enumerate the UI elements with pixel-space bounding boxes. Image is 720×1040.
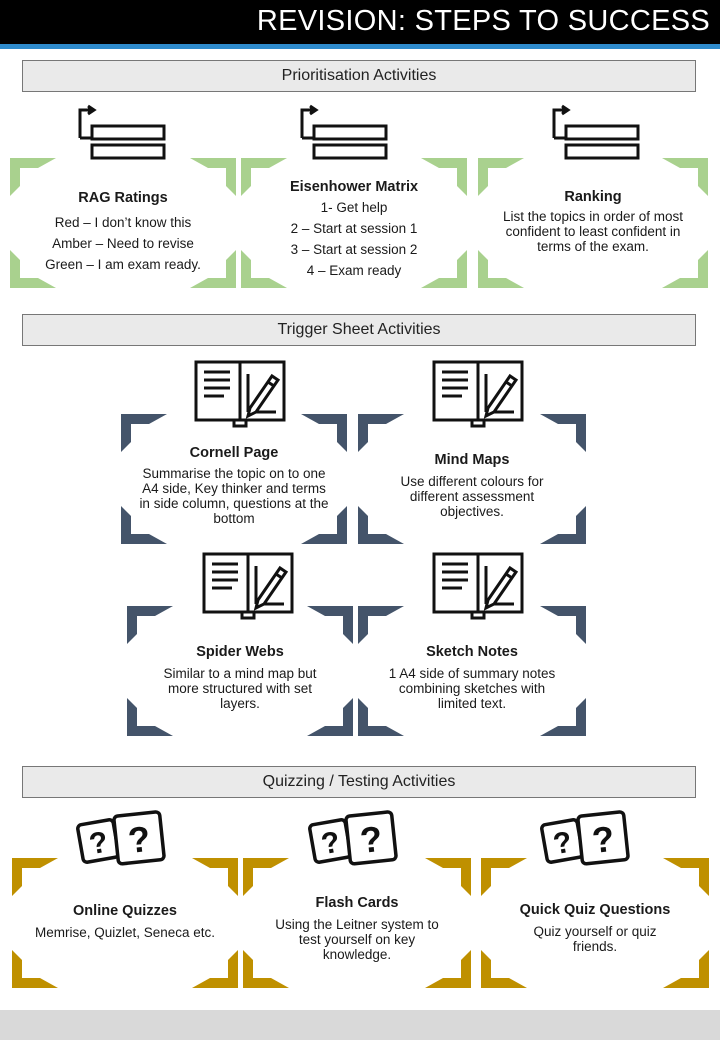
card-sketch-notes: [358, 606, 586, 736]
card-ranking: [478, 158, 708, 288]
card-body: Use different colours for different assessment objectives.: [400, 474, 544, 519]
card-title: RAG Ratings: [78, 190, 168, 206]
card-line: 4 – Exam ready: [306, 263, 402, 278]
corner-bracket-icon: [12, 950, 58, 988]
card-line: 1- Get help: [320, 200, 388, 215]
card-cornell-page: [121, 414, 347, 544]
corner-bracket-icon: [540, 414, 586, 452]
card-title: Online Quizzes: [73, 903, 177, 919]
card-line: Amber – Need to revise: [52, 236, 194, 251]
card-line: Green – I am exam ready.: [45, 257, 201, 272]
card-eisenhower-matrix: [241, 158, 467, 288]
card-title: Ranking: [564, 189, 622, 205]
corner-bracket-icon: [663, 950, 709, 988]
card-online-quizzes: [12, 858, 238, 988]
card-body: Similar to a mind map but more structured with set layers.: [163, 666, 317, 711]
card-line: 2 – Start at session 1: [290, 221, 418, 236]
card-line: 3 – Start at session 2: [290, 242, 418, 257]
card-title: Flash Cards: [315, 895, 399, 911]
card-spider-webs: [127, 606, 353, 736]
card-body: Quiz yourself or quiz friends.: [533, 924, 657, 954]
card-quick-quiz-questions: [481, 858, 709, 988]
corner-bracket-icon: [540, 606, 586, 644]
section-header-quizzing: Quizzing / Testing Activities: [22, 766, 696, 798]
corner-bracket-icon: [481, 858, 527, 896]
corner-bracket-icon: [358, 414, 404, 452]
footer-band: [0, 1010, 720, 1040]
card-mind-maps: [358, 414, 586, 544]
section-header-prioritisation: Prioritisation Activities: [22, 60, 696, 92]
corner-bracket-icon: [358, 606, 404, 644]
card-title: Sketch Notes: [426, 644, 518, 660]
corner-bracket-icon: [243, 858, 289, 896]
corner-bracket-icon: [478, 250, 524, 288]
card-line: Red – I don’t know this: [54, 215, 192, 230]
card-title: Eisenhower Matrix: [289, 179, 419, 195]
card-body: 1 A4 side of summary notes combining sketches with limited text.: [388, 666, 556, 711]
corner-bracket-icon: [127, 606, 173, 644]
card-title: Spider Webs: [196, 644, 284, 660]
card-rag-ratings: [10, 158, 236, 288]
card-title: Mind Maps: [434, 452, 510, 468]
corner-bracket-icon: [192, 858, 238, 896]
card-body: List the topics in order of most confident to least confident in terms of the exam.: [502, 209, 684, 254]
card-title: Quick Quiz Questions: [519, 902, 671, 918]
corner-bracket-icon: [425, 858, 471, 896]
corner-bracket-icon: [663, 858, 709, 896]
corner-bracket-icon: [12, 858, 58, 896]
corner-bracket-icon: [481, 950, 527, 988]
corner-bracket-icon: [662, 250, 708, 288]
card-title: Cornell Page: [189, 445, 279, 461]
corner-bracket-icon: [192, 950, 238, 988]
card-flash-cards: [243, 858, 471, 988]
card-body: Summarise the topic on to one A4 side, Key thinker and terms in side column, questions at the bottom: [139, 466, 329, 526]
title-bar: [0, 0, 720, 49]
card-body: Memrise, Quizlet, Seneca etc.: [34, 925, 216, 940]
corner-bracket-icon: [307, 606, 353, 644]
card-body: Using the Leitner system to test yourself on key knowledge.: [275, 917, 439, 962]
section-header-trigger-sheet: Trigger Sheet Activities: [22, 314, 696, 346]
page-title: REVISION: STEPS TO SUCCESS: [256, 5, 710, 37]
